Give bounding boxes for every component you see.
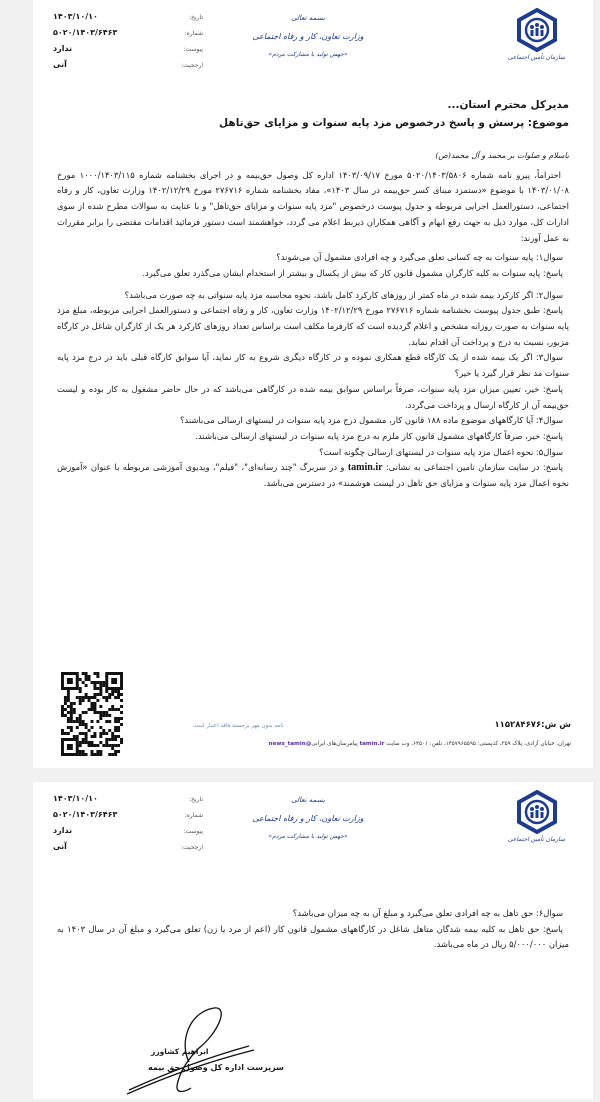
qr-module [61,705,64,708]
qr-module [64,696,67,699]
qr-module [111,738,114,741]
question-3: سوال۳: اگر یک بیمه شده از یک کارگاه قطع همکاری نموده و در کارگاه دیگری شروع به کار نماید، آیا سوابق کارگاه قبلی باید در درج مزد پایه سنوات مد نظر قرار گیرد یا خیر؟ [57,352,569,379]
qr-module [76,696,79,699]
answer-5-text: پاسخ: در سایت سازمان تامین اجتماعی به نشانی: [382,462,563,473]
qr-finder-center [111,678,117,684]
question-1: سوال۱: پایه سنوات به چه کسانی تعلق می‌گیرد و چه افرادی مشمول آن می‌شوند؟ [276,252,563,263]
qr-module [67,720,70,723]
qr-module [67,699,70,702]
qr-module [114,729,117,732]
meta-label: پیوست: [183,828,203,835]
qr-module [105,720,108,723]
qr-finder-center [67,744,73,750]
qr-module [73,702,76,705]
qr-module [85,696,88,699]
answer-2: پاسخ: طبق جدول پیوست بخشنامه شماره ۲۷۶۷۱۶ مورخ ۱۴۰۲/۱۲/۲۹ وزارت تعاون، کار و رفاه اجتماعی و دستورالعمل اجرایی مربوطه، مبلغ مزد پایه سنوات به صورت روزانه مشخص و اعلام گردیده است که کارفرما مکلف است براساس تعداد روزهای کارکرد هر یک از کارگران شاغل در کارگاه مزبور، نسبت به درج و پرداخت آن اقدام نماید. [57,305,569,347]
qr-module [99,753,102,756]
qr-module [99,705,102,708]
qr-module [117,750,120,753]
qr-module [117,696,120,699]
footer-handle-link[interactable]: @news_tamin [268,741,312,747]
letter-body [57,906,569,953]
qr-module [82,696,85,699]
meta-label: پیوست: [183,46,203,53]
qr-module [79,678,82,681]
qr-module [91,702,94,705]
tracking-id: ش ش:۱۱۵۲۸۴۶۷۶ [494,720,571,730]
header-center [223,796,393,840]
qr-module [120,738,123,741]
qr-module [88,678,91,681]
qr-module [79,717,82,720]
qr-module [64,732,67,735]
qr-module [108,720,111,723]
meta-value: ندارد [53,826,73,835]
qr-module [111,753,114,756]
qr-module [73,720,76,723]
qr-module [70,702,73,705]
subject: موضوع: پرسش و پاسخ درخصوص مزد پایه سنوات و مزایای حق‌تاهل [219,117,569,129]
qr-module [117,735,120,738]
qr-module [79,690,82,693]
qr-module [85,726,88,729]
qr-module [108,738,111,741]
qr-module [111,693,114,696]
letterhead [33,782,593,872]
qr-module [96,672,99,675]
qr-module [82,711,85,714]
qr-module [67,690,70,693]
qr-module [99,690,102,693]
qr-module [88,696,91,699]
meta-value: ۵۰۲۰/۱۴۰۳/۶۴۶۳ [53,28,118,37]
qr-module [99,681,102,684]
qr-module [117,717,120,720]
qr-module [85,753,88,756]
qr-module [96,753,99,756]
validity-note: نامه بدون مهر برجسته فاقد اعتبار است [193,723,284,729]
qr-module [114,726,117,729]
signatory-title: سرپرست اداره کل وصول حق بیمه [148,1063,284,1072]
qr-module [88,729,91,732]
qr-module [70,729,73,732]
qr-module [85,735,88,738]
qr-module [114,753,117,756]
qr-module [108,744,111,747]
qr-module [108,714,111,717]
qr-module [91,708,94,711]
qr-module [117,708,120,711]
meta-label: ارجحیت: [181,844,203,851]
greeting: باسلام و صلوات بر محمد و آل محمد(ص) [435,151,569,160]
tamin-logo-icon [515,8,559,52]
organization-logo [509,790,565,843]
meta-value: ۵۰۲۰/۱۴۰۳/۶۴۶۳ [53,810,118,819]
letter-page-2 [33,782,593,1099]
qr-module [93,687,96,690]
qr-module [99,741,102,744]
meta-label: تاریخ: [189,14,203,21]
qr-module [93,753,96,756]
qr-module [91,744,94,747]
qr-module [85,693,88,696]
meta-attachment [53,44,203,58]
qr-module [67,726,70,729]
question-4: سوال۴: آیا کارگاههای موضوع ماده ۱۸۸ قانون کار، مشمول درج مزد پایه سنوات در لیستهای ارسالی می‌باشند؟ [179,415,563,426]
qr-module [79,696,82,699]
qr-module [105,690,108,693]
website-link[interactable]: tamin.ir [347,462,383,474]
qr-module [96,681,99,684]
meta-number [53,810,203,824]
qr-module [85,711,88,714]
bismillah: بسمه تعالی [291,796,325,804]
letter-page-1 [33,0,593,768]
qr-module [111,708,114,711]
qr-module [114,690,117,693]
answer-6: پاسخ: حق تاهل به کلیه بیمه شدگان متاهل شاغل در کارگاههای مشمول قانون کار (اعم از مرد یا زن) تعلق می‌گیرد و مبلغ آن در سال ۱۴۰۳ به میزان ۵/۰۰۰/۰۰۰ ریال در ماه می‌باشد. [57,923,569,950]
qr-module [99,726,102,729]
qr-module [93,672,96,675]
qr-module [99,687,102,690]
qr-module [99,735,102,738]
qr-module [96,720,99,723]
meta-label: شماره: [184,30,203,37]
meta-priority [53,842,203,856]
qr-module [67,693,70,696]
qr-module [61,708,64,711]
qr-module [67,705,70,708]
qr-module [70,708,73,711]
qr-module [114,750,117,753]
letter-meta [53,794,203,858]
qr-module [120,693,123,696]
addressee: مدیرکل محترم استان... [447,99,569,111]
footer-website-link[interactable]: tamin.ir [359,741,385,747]
qr-module [76,717,79,720]
qr-module [93,708,96,711]
qr-module [82,732,85,735]
qr-module [99,711,102,714]
qr-module [93,732,96,735]
qr-module [102,714,105,717]
slogan: «جهش تولید با مشارکت مردم» [268,833,348,840]
organization-logo [509,8,565,61]
qr-module [93,693,96,696]
qr-module [114,735,117,738]
qr-module [79,714,82,717]
qr-module [70,720,73,723]
qr-module [93,681,96,684]
qr-module [93,711,96,714]
meta-value: ندارد [53,44,73,53]
meta-value: آنی [53,842,67,851]
qr-module [99,714,102,717]
qr-module [91,705,94,708]
qr-module [99,684,102,687]
qr-module [79,723,82,726]
letter-meta [53,12,203,76]
qr-module [102,681,105,684]
qr-module [85,723,88,726]
qr-module [117,693,120,696]
qr-module [93,696,96,699]
qr-module [61,732,64,735]
qr-module [73,711,76,714]
organization-caption: سازمان تأمین اجتماعی [507,836,565,843]
qr-module [114,744,117,747]
qr-module [88,675,91,678]
meta-label: شماره: [184,812,203,819]
qr-module [79,753,82,756]
footer-address [269,741,571,747]
qr-module [105,714,108,717]
answer-5-text-cont: و در سربرگ "چند رسانه‌ای"، "فیلم"، ویدیوی آموزشی مربوطه با عنوان «آموزش نحوه اعمال مزد پایه سنوات و مزایای حق تاهل در لیست هوشمند» در دسترس می‌باشد. [57,462,569,489]
tamin-logo-icon [515,790,559,834]
qr-module [79,741,82,744]
qr-module [120,705,123,708]
qr-module [79,732,82,735]
qr-module [120,741,123,744]
qr-module [96,687,99,690]
qr-module [64,702,67,705]
qr-module [93,684,96,687]
qr-module [96,711,99,714]
answer-5 [57,460,569,491]
qr-module [114,738,117,741]
qr-module [111,747,114,750]
question-6: سوال۶: حق تاهل به چه افرادی تعلق می‌گیرد و مبلغ آن به چه میزان می‌باشد؟ [292,908,563,918]
qr-module [82,723,85,726]
meta-label: تاریخ: [189,796,203,803]
intro-paragraph: احتراماً، پیرو نامه شماره ۵۰۲۰/۱۴۰۳/۵۸۰۶ مورخ ۱۴۰۳/۰۹/۱۷ اداره کل وصول حق‌بیمه و در اجرای بخشنامه شماره ۱۰۰۰/۱۴۰۳/۱۱۵ مورخ ۱۴۰۳/۰۱/۰۸ با موضوع «دستمزد مبنای کسر حق‌بیمه در سال ۱۴۰۳»، مفاد بخشنامه شماره ۲۷۶۷۱۶ مورخ ۱۴۰۲/۱۲/۲۹ وزارت تعاون، کار و رفاه اجتماعی، دستورالعمل اجرایی مربوطه و جدول پیوست درخصوص "مزد پایه سنوات و مزایای حق‌تاهل" و با عنایت به سوالات مطرح شده از سوی ادارات کل، موارد ذیل به جهت رفع ابهام و آگاهی همکاران ذیربط اعلام می گردد، خواهشمند است دستور فرمائید اقدامات مقتضی را برابر مقررات به عمل آورند: [57,169,569,243]
qr-module [79,750,82,753]
header-center [223,14,393,58]
qr-module [82,699,85,702]
qr-module [73,708,76,711]
question-2: سوال۲: اگر کارکرد بیمه شده در ماه کمتر از روزهای کارکرد کامل باشد، نحوه محاسبه مزد پایه سنواتی به چه صورت می‌باشد؟ [124,289,563,300]
meta-value: ۱۴۰۳/۱۰/۱۰ [53,794,98,803]
qr-module [88,708,91,711]
qr-module [93,705,96,708]
qr-module [108,693,111,696]
qr-module [88,741,91,744]
qr-module [82,672,85,675]
qr-module [108,753,111,756]
qr-module [108,696,111,699]
qr-module [76,720,79,723]
qr-module [91,696,94,699]
qr-module [82,741,85,744]
qr-module [105,738,108,741]
qr-module [114,720,117,723]
qr-module [96,744,99,747]
qr-module [67,696,70,699]
qr-module [61,729,64,732]
qr-module [91,720,94,723]
qr-module [88,744,91,747]
qr-module [111,744,114,747]
ministry-name: وزارت تعاون، کار و رفاه اجتماعی [252,814,364,823]
qr-module [91,753,94,756]
qr-module [70,726,73,729]
qr-module [82,681,85,684]
ministry-name: وزارت تعاون، کار و رفاه اجتماعی [252,32,364,41]
signatory-name: ابراهیم کشاورز [151,1047,209,1056]
qr-module [111,705,114,708]
qr-module [102,711,105,714]
qr-module [85,672,88,675]
qr-finder-center [67,678,73,684]
question-5: سوال۵: نحوه اعمال مزد پایه سنوات در لیستهای ارسالی چگونه است؟ [319,446,563,457]
qr-module [102,732,105,735]
qr-module [85,675,88,678]
qr-module [117,729,120,732]
meta-attachment [53,826,203,840]
qr-module [85,732,88,735]
meta-date [53,794,203,808]
qr-module [70,714,73,717]
address-text: تهران، خیابان آزادی، پلاک ۳۵۹، کدپستی: ۱۴۵۷۹۶۵۵۹۵، تلفن: ۶۴۵۰۱، وب سایت [384,741,571,747]
qr-module [117,720,120,723]
qr-module [105,744,108,747]
messengers-text: پیامرسان‌های ایرانی [311,741,360,747]
qr-module [61,711,64,714]
qr-module [114,717,117,720]
qr-module [91,741,94,744]
qr-module [108,729,111,732]
qr-module [99,750,102,753]
qr-module [76,726,79,729]
answer-3: پاسخ: خیر، تعیین میزان مزد پایه سنوات، صرفاً براساس سوابق بیمه شده در کارگاهی می‌باشد که در حال حاضر مشغول به کار بوده و لیست حق‌بیمه آن از کارگاه ارسال و پرداخت می‌گردد. [57,383,569,410]
qr-module [82,738,85,741]
meta-date [53,12,203,26]
qr-module [114,708,117,711]
letterhead [33,0,593,90]
qr-module [102,744,105,747]
qr-module [82,753,85,756]
answer-4: پاسخ: خیر، صرفاً کارگاههای مشمول قانون کار ملزم به درج مزد پایه سنوات در لیستهای ارسالی می‌باشند. [195,430,563,441]
qr-module [91,681,94,684]
qr-module [105,741,108,744]
qr-module [99,732,102,735]
qr-module [82,750,85,753]
letter-body [57,96,569,492]
qr-module [102,729,105,732]
qr-module [67,732,70,735]
meta-number [53,28,203,42]
qr-module [76,735,79,738]
qr-module [93,744,96,747]
qr-module [79,702,82,705]
qr-module [70,705,73,708]
qr-module [105,699,108,702]
qr-module [105,711,108,714]
qr-module [64,699,67,702]
qr-module [91,735,94,738]
qr-code [61,672,123,756]
qr-module [64,714,67,717]
qr-module [91,726,94,729]
answer-1: پاسخ: پایه سنوات به کلیه کارگران مشمول قانون کار که بیش از یکسال و بیشتر از استخدام ایشان می‌گذرد تعلق می‌گیرد. [142,267,563,278]
qr-module [61,714,64,717]
qr-module [108,708,111,711]
qr-module [85,741,88,744]
qr-module [79,699,82,702]
qr-module [96,750,99,753]
qr-module [85,684,88,687]
meta-value: ۱۴۰۳/۱۰/۱۰ [53,12,98,21]
qr-module [96,699,99,702]
qr-module [117,744,120,747]
qr-module [111,732,114,735]
qr-module [102,684,105,687]
qr-module [79,744,82,747]
qr-module [85,678,88,681]
slogan: «جهش تولید با مشارکت مردم» [268,51,348,58]
qr-module [111,690,114,693]
bismillah: بسمه تعالی [291,14,325,22]
qr-module [82,720,85,723]
qr-module [111,735,114,738]
qr-module [120,717,123,720]
organization-caption: سازمان تأمین اجتماعی [507,54,565,61]
qr-module [99,693,102,696]
qr-module [114,696,117,699]
qr-module [120,711,123,714]
qr-module [93,735,96,738]
qr-module [105,696,108,699]
qr-module [93,702,96,705]
qr-module [67,717,70,720]
qr-module [79,720,82,723]
qr-module [117,690,120,693]
qr-module [70,717,73,720]
qr-module [88,699,91,702]
meta-priority [53,60,203,74]
qr-module [96,675,99,678]
qr-module [73,735,76,738]
qr-module [96,693,99,696]
qr-module [120,699,123,702]
qr-module [79,687,82,690]
qr-module [67,711,70,714]
qr-module [99,717,102,720]
qr-module [64,708,67,711]
qr-module [102,696,105,699]
qr-module [105,732,108,735]
qr-module [117,726,120,729]
qr-module [91,750,94,753]
qr-module [120,723,123,726]
meta-value: آنی [53,60,67,69]
qr-module [85,738,88,741]
meta-label: ارجحیت: [181,62,203,69]
qr-module [70,711,73,714]
